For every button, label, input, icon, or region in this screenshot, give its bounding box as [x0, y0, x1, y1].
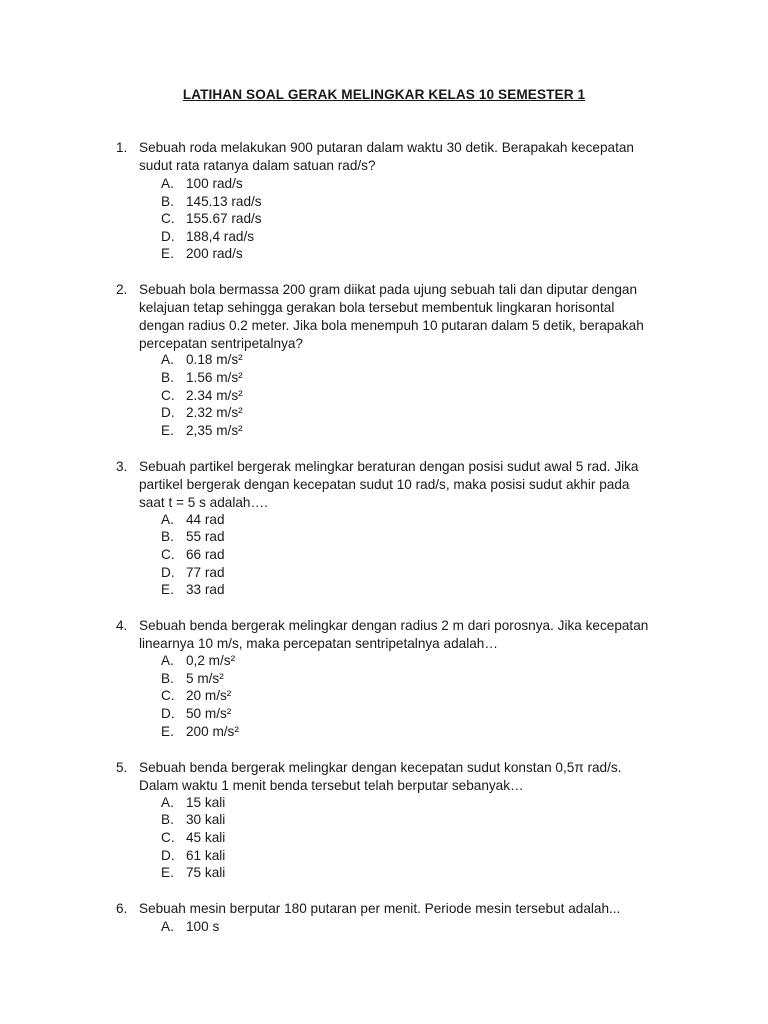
option-text: 0,2 m/s² — [186, 653, 236, 668]
option-label: B. — [161, 529, 174, 544]
option-text: 188,4 rad/s — [186, 228, 255, 244]
option-label: E. — [161, 423, 174, 438]
question-text: Sebuah partikel bergerak melingkar beraturan dengan posisi sudut awal 5 rad. Jika partikel bergerak dengan kecepatan sudut 10 rad/s, maka posisi sudut akhir pada saat t = 5 s adalah…. — [139, 459, 639, 510]
option-label: C. — [161, 830, 175, 845]
question-number: 3. — [116, 459, 128, 474]
option-label: E. — [161, 724, 174, 739]
option-label: D. — [161, 706, 175, 721]
option-label: A. — [161, 919, 174, 934]
option-text: 55 rad — [186, 529, 225, 544]
option-label: D. — [161, 848, 175, 863]
question-text: Sebuah roda melakukan 900 putaran dalam waktu 30 detik. Berapakah kecepatan sudut rata ratanya dalam satuan rad/s? — [139, 140, 634, 173]
option-text: 66 rad — [186, 547, 225, 562]
option-label: A. — [161, 176, 174, 191]
question-text: Sebuah bola bermassa 200 gram diikat pada ujung sebuah tali dan diputar dengan kelajuan tetap sehingga gerakan bola tersebut membentuk lingkaran horisontal dengan radius 0.2 meter. Jika bola menempuh 10 putaran dalam 5 detik, berapakah percepatan sentripetalnya? — [139, 282, 644, 351]
option-text: 155.67 rad/s — [186, 211, 262, 226]
option-label: B. — [161, 812, 174, 827]
option-label: B. — [161, 671, 174, 686]
option-text: 100 s — [186, 919, 220, 934]
option-label: E. — [161, 582, 174, 597]
question-number: 2. — [116, 282, 128, 297]
option-label: D. — [161, 565, 175, 580]
question-text: Sebuah mesin berputar 180 putaran per menit. Periode mesin tersebut adalah... — [139, 901, 621, 916]
option-label: B. — [161, 193, 174, 209]
question-number: 6. — [116, 901, 128, 916]
option-label: C. — [161, 547, 175, 562]
option-text: 61 kali — [186, 848, 226, 863]
option-label: A. — [161, 352, 174, 367]
option-label: A. — [161, 653, 174, 668]
option-text: 45 kali — [186, 830, 226, 845]
option-text: 100 rad/s — [186, 176, 243, 191]
option-text: 77 rad — [186, 565, 225, 580]
option-text: 0.18 m/s² — [186, 352, 243, 367]
option-label: C. — [161, 211, 175, 226]
option-label: D. — [161, 405, 175, 420]
option-text: 145.13 rad/s — [186, 193, 262, 209]
option-label: D. — [161, 228, 175, 244]
option-text: 50 m/s² — [186, 706, 232, 721]
question-text: Sebuah benda bergerak melingkar dengan radius 2 m dari porosnya. Jika kecepatan linearnya 10 m/s, maka percepatan sentripetalnya adalah… — [139, 618, 649, 651]
option-text: 1.56 m/s² — [186, 370, 243, 385]
option-label: E. — [161, 865, 174, 880]
option-text: 2.34 m/s² — [186, 388, 243, 403]
option-text: 200 rad/s — [186, 246, 243, 261]
option-text: 5 m/s² — [186, 671, 224, 686]
option-text: 75 kali — [186, 865, 226, 880]
option-label: E. — [161, 246, 174, 261]
question-number: 1. — [116, 140, 128, 155]
option-label: A. — [161, 512, 174, 527]
question-number: 5. — [116, 760, 128, 775]
document-title: LATIHAN SOAL GERAK MELINGKAR KELAS 10 SEMESTER 1 — [182, 87, 586, 102]
option-text: 2.32 m/s² — [186, 405, 243, 420]
option-text: 20 m/s² — [186, 688, 232, 703]
option-text: 30 kali — [186, 812, 226, 827]
option-text: 44 rad — [186, 512, 225, 527]
option-text: 33 rad — [186, 582, 225, 597]
question-number: 4. — [116, 618, 128, 633]
option-label: A. — [161, 795, 174, 810]
option-text: 15 kali — [186, 795, 226, 810]
option-label: C. — [161, 388, 175, 403]
option-label: B. — [161, 370, 174, 385]
option-text: 2,35 m/s² — [186, 423, 243, 438]
question-text: Sebuah benda bergerak melingkar dengan kecepatan sudut konstan 0,5π rad/s. Dalam waktu 1 menit benda tersebut telah berputar sebanyak… — [139, 760, 622, 793]
option-text: 200 m/s² — [186, 724, 239, 739]
option-label: C. — [161, 688, 175, 703]
